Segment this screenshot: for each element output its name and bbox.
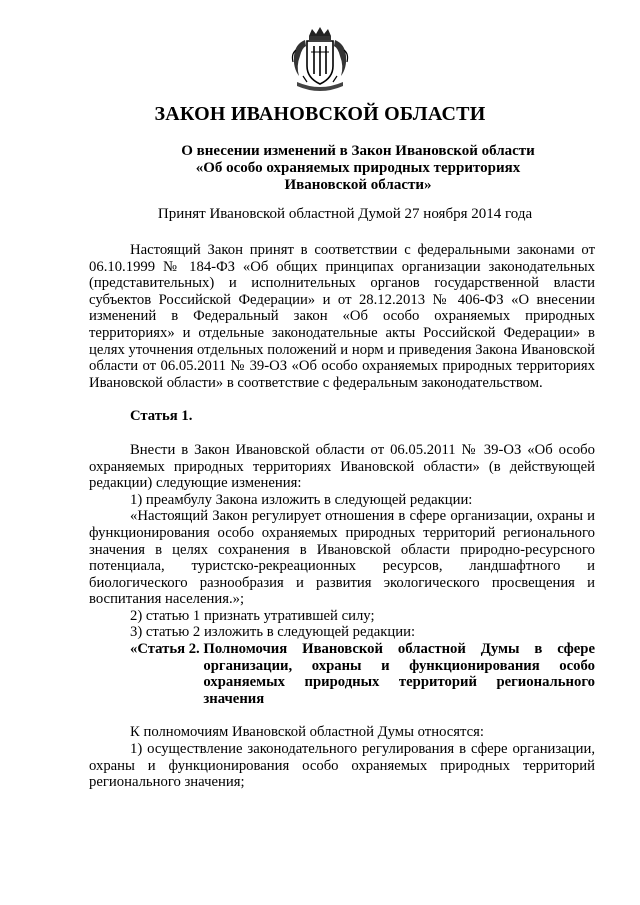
article-2-label: «Статья 2.	[130, 641, 204, 658]
law-subtitle	[0, 143, 640, 194]
law-title: ЗАКОН ИВАНОВСКОЙ ОБЛАСТИ	[154, 103, 486, 125]
article-1-intro: Внести в Закон Ивановской области от 06.05.2011 № 39-ОЗ «Об особо охраняемых природных территориях Ивановской области» (в действующей редакции) следующие изменения:	[89, 441, 595, 492]
document-body	[89, 242, 595, 791]
intro-paragraph: Настоящий Закон принят в соответствии с федеральными законами от 06.10.1999 № 184-ФЗ «Об общих принципах организации законодательных (представительных) и исполнительных органов государственной власти субъектов Российской Федерации» и от 28.12.2013 № 406-ФЗ «О внесении изменений в Федеральный закон «Об особо охраняемых природных территориях» и отдельные законодательные акты Российской Федерации» в целях уточнения отдельных положений и норм и приведения Закона Ивановской области от 06.05.2011 № 39-ОЗ «Об особо охраняемых природных территориях Ивановской области» в соответствие с федеральным законодательством.	[89, 242, 595, 391]
item-3: 3) статью 2 изложить в следующей редакции:	[130, 624, 416, 641]
article-2-title: Полномочия Ивановской областной Думы в сфере организации, охраны и функционирования особо охраняемых природных территорий регионального значения	[203, 641, 595, 707]
preamble-text: «Настоящий Закон регулирует отношения в сфере организации, охраны и функционирования особо охраняемых природных территорий регионального значения в целях сохранения в Ивановской области природно-ресурсного потенциала, туристско-рекреационных ресурсов, ландшафтного и биологического разнообразия и развития экологического просвещения и воспитания населения.»;	[89, 508, 595, 608]
coat-of-arms-icon	[287, 26, 353, 96]
subtitle-line: «Об особо охраняемых природных территориях	[195, 160, 521, 176]
subtitle-line: Ивановской области»	[284, 177, 432, 193]
power-1: 1) осуществление законодательного регулирования в сфере организации, охраны и функционирования особо охраняемых природных территорий регионального значения;	[89, 741, 595, 791]
adoption-line: Принят Ивановской областной Думой 27 ноября 2014 года	[157, 206, 533, 222]
subtitle-line: О внесении изменений в Закон Ивановской области	[181, 143, 535, 159]
item-2: 2) статью 1 признать утратившей силу;	[130, 607, 375, 624]
powers-intro: К полномочиям Ивановской областной Думы относятся:	[130, 724, 485, 741]
article-2-heading	[89, 641, 595, 707]
article-1-heading: Статья 1.	[130, 408, 193, 425]
item-1: 1) преамбулу Закона изложить в следующей редакции:	[130, 491, 473, 508]
